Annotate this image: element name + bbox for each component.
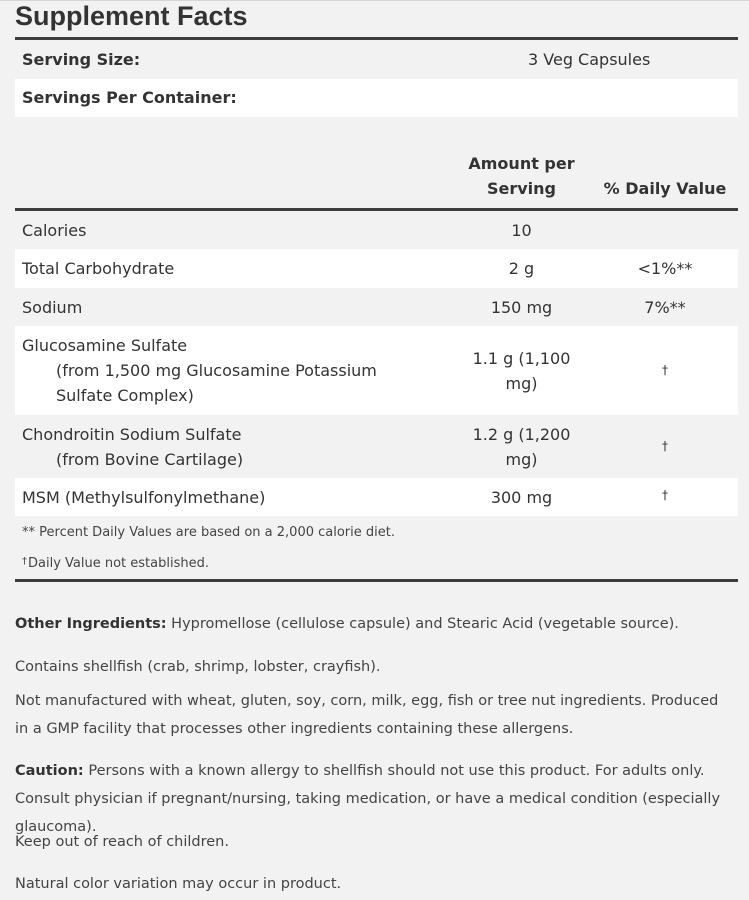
nutrient-dv: <1%** <box>637 259 693 278</box>
servings-per-container-label: Servings Per Container: <box>22 88 237 107</box>
serving-size-label: Serving Size: <box>22 50 141 69</box>
dagger-symbol: † <box>22 556 27 567</box>
amount-header <box>459 151 584 201</box>
nutrient-dv: † <box>662 488 668 502</box>
nutrient-dv: 7%** <box>644 298 686 317</box>
nutrient-row <box>15 288 738 326</box>
nutrient-name: Chondroitin Sodium Sulfate <box>22 425 242 444</box>
dagger-footnote-text: Daily Value not established. <box>28 556 209 571</box>
supplement-facts-title: Supplement Facts <box>15 1 248 31</box>
other-ingredients <box>15 610 730 638</box>
servings-per-container-row <box>15 79 738 117</box>
contains-statement: Contains shellfish (crab, shrimp, lobster, crayfish). <box>15 659 381 675</box>
nutrient-dv: † <box>662 363 668 377</box>
nutrient-amount: 2 g <box>508 259 535 278</box>
nutrient-amount: 300 mg <box>490 488 553 507</box>
nutrient-row <box>15 415 738 478</box>
nutrient-amount: 1.2 g (1,200 mg) <box>472 425 571 469</box>
amount-header-line2: Serving <box>486 179 557 198</box>
nutrient-amount: 10 <box>511 221 532 240</box>
nutrient-row <box>15 326 738 415</box>
amount-header-line1: Amount per <box>468 154 575 173</box>
nutrient-amount: 150 mg <box>490 298 553 317</box>
nutrient-name: MSM (Methylsulfonylmethane) <box>22 488 266 507</box>
nutrient-source-line1: (from 1,500 mg Glucosamine Potassium <box>56 361 377 380</box>
nutrient-source-line1: (from Bovine Cartilage) <box>56 450 244 469</box>
nutrient-name: Calories <box>22 221 87 240</box>
nutrient-name-block <box>22 333 377 408</box>
nutrient-name-block <box>22 422 243 472</box>
bottom-rule <box>15 579 738 582</box>
serving-size-value: 3 Veg Capsules <box>528 50 651 69</box>
nutrient-dv: † <box>662 439 668 453</box>
nutrient-row <box>15 478 738 516</box>
nutrient-name: Total Carbohydrate <box>22 259 175 278</box>
keep-out-statement: Keep out of reach of children. <box>15 834 229 850</box>
column-header-row <box>15 150 738 206</box>
nutrient-name: Sodium <box>22 298 83 317</box>
percent-dv-footnote: ** Percent Daily Values are based on a 2,000 calorie diet. <box>22 525 395 540</box>
title-rule <box>15 37 738 40</box>
nutrient-name: Glucosamine Sulfate <box>22 336 188 355</box>
allergen-statement: Not manufactured with wheat, gluten, soy, corn, milk, egg, fish or tree nut ingredients. Produced in a GMP facility that processes other ingredients containing these allergens. <box>15 693 719 737</box>
color-variation-statement: Natural color variation may occur in product. <box>15 876 342 892</box>
nutrient-amount: 1.1 g (1,100 mg) <box>472 349 571 393</box>
other-ingredients-text: Hypromellose (cellulose capsule) and Stearic Acid (vegetable source). <box>166 616 679 632</box>
nutrient-row <box>15 249 738 288</box>
serving-size-row <box>15 41 738 79</box>
caution-label: Caution: <box>15 763 84 779</box>
nutrient-source-line2: Sulfate Complex) <box>56 386 194 405</box>
daily-value-header: % Daily Value <box>603 179 727 198</box>
other-ingredients-label: Other Ingredients: <box>15 616 167 632</box>
dagger-footnote <box>22 556 209 571</box>
caution-text: Persons with a known allergy to shellfish should not use this product. For adults only. Consult physician if pregnant/nursing, taking medication, or have a medical condition (especially glaucoma). <box>15 763 721 835</box>
nutrient-row <box>15 211 738 249</box>
